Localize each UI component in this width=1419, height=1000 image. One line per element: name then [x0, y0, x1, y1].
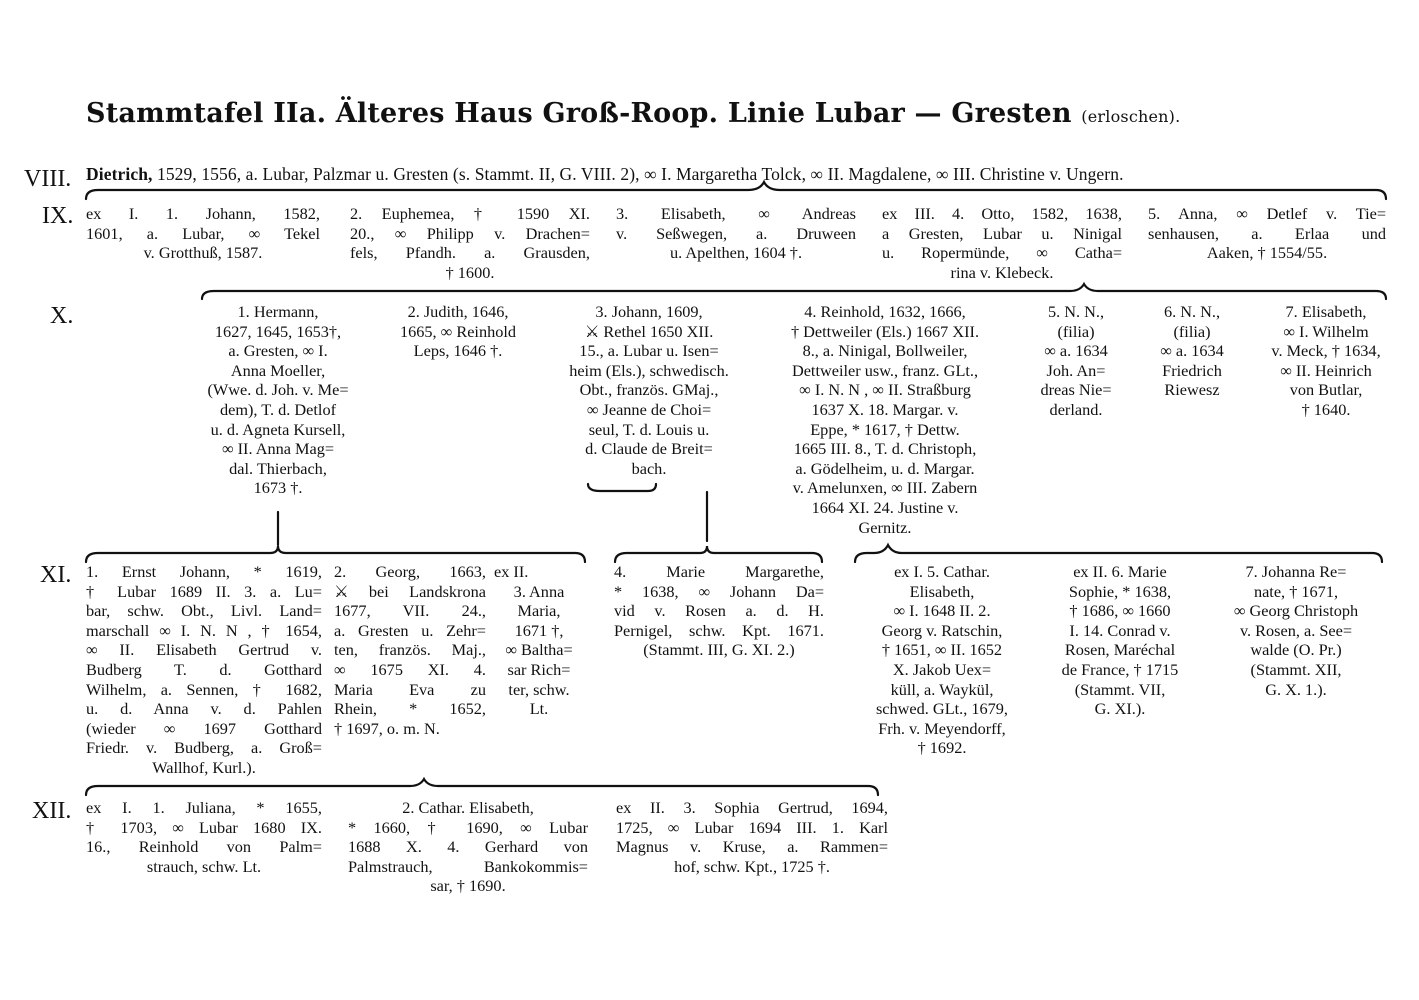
- entry-line: v. Meck, † 1634,: [1271, 341, 1381, 361]
- entry-line: (Stammt. III, G. XI. 2.): [643, 640, 795, 660]
- entry-line: marschall ∞ I. N. N , † 1654,: [86, 620, 322, 640]
- entry-line: v. Amelunxen, ∞ III. Zabern: [792, 478, 978, 498]
- entry-line: 1671 †,: [514, 620, 564, 640]
- entry-line: Maria,: [517, 601, 561, 621]
- entry-line: Elisabeth,: [909, 581, 975, 601]
- entry-line: (filia): [1173, 321, 1211, 341]
- gen-xii-entry-3-sophia-gertrud: [616, 798, 888, 876]
- entry-line: von Butlar,: [1289, 380, 1363, 400]
- entry-line: 1637 X. 18. Margar. v.: [811, 399, 959, 419]
- entry-line: Wilhelm, a. Sennen, † 1682,: [86, 679, 322, 699]
- entry-line: ter, schw.: [508, 679, 570, 699]
- entry-line: 7. Elisabeth,: [1285, 302, 1367, 321]
- entry-line: sar, † 1690.: [430, 876, 506, 896]
- generation-viii-entry: [86, 164, 1396, 185]
- entry-line: † 1697, o. m. N.: [334, 718, 440, 738]
- entry-line: v. Grotthuß, 1587.: [143, 243, 263, 263]
- entry-line: u. Apelthen, 1604 †.: [669, 243, 803, 263]
- entry-line: Pernigel, schw. Kpt. 1671.: [614, 620, 824, 640]
- generation-label-ix: IX.: [42, 203, 74, 229]
- entry-line: Rhein, * 1652,: [334, 699, 486, 719]
- entry-line: heim (Els.), schwedisch.: [569, 360, 729, 380]
- entry-line: I. 14. Conrad v.: [1069, 620, 1171, 640]
- title-note: (erloschen).: [1081, 107, 1181, 126]
- entry-line: ⚔ bei Landskrona: [334, 581, 486, 601]
- entry-line: 1601, a. Lubar, ∞ Tekel: [86, 223, 320, 243]
- entry-line: Eppe, * 1617, † Dettw.: [810, 419, 960, 439]
- entry-line: 2. Georg, 1663,: [334, 562, 486, 581]
- gen-xi-entry-6-marie-sophie: [1040, 562, 1200, 719]
- entry-line: 1. Hermann,: [237, 302, 319, 321]
- gen-x-entry-5-filia: [1024, 302, 1128, 420]
- entry-line: ten, französ. Maj.,: [334, 640, 486, 660]
- entry-line: senhausen, a. Erlaa und: [1148, 223, 1386, 243]
- gen-ix-entry-1-johann: [86, 204, 320, 263]
- entry-line: 3. Johann, 1609,: [595, 302, 703, 321]
- entry-line: a. Gresten, ∞ I.: [228, 341, 328, 361]
- entry-line: bar, schw. Obt., Livl. Land=: [86, 601, 322, 621]
- entry-line: G. XI.).: [1094, 699, 1146, 719]
- entry-line: 1665, ∞ Reinhold: [399, 321, 517, 341]
- entry-line: küll, a. Waykül,: [890, 679, 994, 699]
- entry-line: nate, † 1671,: [1253, 581, 1339, 601]
- entry-line: d. Claude de Breit=: [585, 439, 713, 459]
- gen-xi-entry-3-anna-maria: [494, 562, 584, 719]
- entry-line: u. d. Agneta Kursell,: [210, 419, 346, 439]
- gen-x-entry-6-filia: [1140, 302, 1244, 400]
- entry-line: 1627, 1645, 1653†,: [214, 321, 342, 341]
- entry-line: dreas Nie=: [1040, 380, 1112, 400]
- entry-line: ⚔ Rethel 1650 XII.: [584, 321, 714, 341]
- entry-line: ∞ I. N. N , ∞ II. Straßburg: [799, 380, 971, 400]
- entry-line: Dettweiler usw., franz. GLt.,: [791, 360, 979, 380]
- gen-ix-entry-4-otto: [882, 204, 1122, 282]
- entry-line: Georg v. Ratschin,: [881, 620, 1003, 640]
- entry-line: ∞ I. 1648 II. 2.: [893, 601, 991, 621]
- entry-line: ∞ II. Heinrich: [1280, 360, 1372, 380]
- gen-xi-entry-7-johanna-renate: [1214, 562, 1378, 699]
- generation-label-x: X.: [50, 303, 74, 329]
- entry-line: ex III. 4. Otto, 1582, 1638,: [882, 204, 1122, 223]
- gen-ix-entry-5-anna: [1148, 204, 1386, 263]
- entry-line: 1673 †.: [253, 478, 303, 498]
- generation-label-viii: VIII.: [24, 166, 72, 192]
- entry-line: rina v. Klebeck.: [950, 262, 1054, 282]
- entry-line: Obt., französ. GMaj.,: [579, 380, 719, 400]
- person-details: 1529, 1556, a. Lubar, Palzmar u. Gresten (s. Stammt. II, G. VIII. 2), ∞ I. Margaretha Tolck, ∞ II. Magdalene, ∞ III. Christine v. Ungern.: [152, 164, 1124, 184]
- generation-label-xii: XII.: [32, 798, 72, 824]
- entry-line: 7. Johanna Re=: [1245, 562, 1347, 581]
- entry-line: ∞ II. Anna Mag=: [221, 439, 335, 459]
- gen-ix-entry-3-elisabeth: [616, 204, 856, 263]
- entry-line: ex I. 5. Cathar.: [894, 562, 990, 581]
- entry-line: † 1640.: [1301, 399, 1351, 419]
- entry-line: fels, Pfandh. a. Grausden,: [350, 243, 590, 263]
- entry-line: † 1692.: [917, 738, 967, 758]
- entry-line: bach.: [631, 458, 667, 478]
- entry-line: 4. Reinhold, 1632, 1666,: [804, 302, 966, 321]
- entry-line: v. Seßwegen, a. Druween: [616, 223, 856, 243]
- entry-line: Leps, 1646 †.: [413, 341, 503, 361]
- entry-line: 5. Anna, ∞ Detlef v. Tie=: [1148, 204, 1386, 223]
- entry-line: ∞ Georg Christoph: [1233, 601, 1359, 621]
- entry-line: Friedr. v. Budberg, a. Groß=: [86, 738, 322, 758]
- entry-line: * 1660, † 1690, ∞ Lubar: [348, 817, 588, 837]
- entry-line: Joh. An=: [1046, 360, 1106, 380]
- entry-line: de France, † 1715: [1061, 659, 1179, 679]
- gen-x-entry-4-reinhold: [762, 302, 1008, 537]
- entry-line: dal. Thierbach,: [229, 458, 327, 478]
- entry-line: Frh. v. Meyendorff,: [878, 718, 1006, 738]
- entry-line: ex II. 6. Marie: [1073, 562, 1167, 581]
- entry-line: ∞ a. 1634: [1160, 341, 1224, 361]
- entry-line: Maria Eva zu: [334, 679, 486, 699]
- entry-line: ex II.: [494, 562, 529, 581]
- entry-line: 1665 III. 8., T. d. Christoph,: [793, 439, 977, 459]
- entry-line: 15., a. Lubar u. Isen=: [579, 341, 719, 361]
- title-main: Stammtafel IIa. Älteres Haus Groß-Roop. Linie Lubar — Gresten: [86, 98, 1072, 129]
- entry-line: 16., Reinhold von Palm=: [86, 837, 322, 857]
- entry-line: u. d. Anna v. d. Pahlen: [86, 699, 322, 719]
- entry-line: Friedrich: [1162, 360, 1222, 380]
- entry-line: a. Gresten u. Zehr=: [334, 620, 486, 640]
- entry-line: (wieder ∞ 1697 Gotthard: [86, 718, 322, 738]
- entry-line: (Stammt. VII,: [1074, 679, 1166, 699]
- entry-line: * 1638, ∞ Johann Da=: [614, 581, 824, 601]
- entry-line: † 1686, ∞ 1660: [1069, 601, 1171, 621]
- entry-line: a. Gödelheim, u. d. Margar.: [795, 458, 975, 478]
- entry-line: † 1703, ∞ Lubar 1680 IX.: [86, 817, 322, 837]
- entry-line: ∞ a. 1634: [1044, 341, 1108, 361]
- entry-line: 1725, ∞ Lubar 1694 III. 1. Karl: [616, 817, 888, 837]
- entry-line: hof, schw. Kpt., 1725 †.: [674, 856, 830, 876]
- entry-line: Rosen, Maréchal: [1064, 640, 1176, 660]
- gen-xii-entry-2-cathar-elisabeth: [348, 798, 588, 896]
- entry-line: (filia): [1057, 321, 1095, 341]
- person-name: Dietrich,: [86, 164, 153, 184]
- entry-line: v. Rosen, a. See=: [1239, 620, 1353, 640]
- entry-line: 1677, VII. 24.,: [334, 601, 486, 621]
- entry-line: 5. N. N.,: [1047, 302, 1105, 321]
- entry-line: sar Rich=: [507, 659, 571, 679]
- entry-line: ∞ Baltha=: [505, 640, 573, 660]
- generation-label-xi: XI.: [40, 562, 72, 588]
- entry-line: ex II. 3. Sophia Gertrud, 1694,: [616, 798, 888, 817]
- entry-line: Anna Moeller,: [230, 360, 326, 380]
- entry-line: Magnus v. Kruse, a. Rammen=: [616, 837, 888, 857]
- entry-line: seul, T. d. Louis u.: [588, 419, 710, 439]
- entry-line: 20., ∞ Philipp v. Drachen=: [350, 223, 590, 243]
- entry-line: 2. Euphemea, † 1590 XI.: [350, 204, 590, 223]
- entry-line: 2. Cathar. Elisabeth,: [402, 798, 534, 817]
- entry-line: 3. Elisabeth, ∞ Andreas: [616, 204, 856, 223]
- gen-x-entry-7-elisabeth: [1262, 302, 1390, 420]
- entry-line: † Lubar 1689 II. 3. a. Lu=: [86, 581, 322, 601]
- entry-line: † Dettweiler (Els.) 1667 XII.: [790, 321, 980, 341]
- entry-line: Riewesz: [1164, 380, 1220, 400]
- entry-line: a Gresten, Lubar u. Ninigal: [882, 223, 1122, 243]
- gen-xi-entry-1-ernst-johann: [86, 562, 322, 778]
- entry-line: ∞ 1675 XI. 4.: [334, 659, 486, 679]
- entry-line: walde (O. Pr.): [1250, 640, 1342, 660]
- entry-line: 1664 XI. 24. Justine v.: [811, 497, 959, 517]
- entry-line: ∞ II. Elisabeth Gertrud v.: [86, 640, 322, 660]
- entry-line: dem), T. d. Detlof: [219, 399, 337, 419]
- gen-xi-entry-2-georg: [334, 562, 486, 738]
- entry-line: Wallhof, Kurl.).: [152, 757, 256, 777]
- entry-line: 1688 X. 4. Gerhard von: [348, 837, 588, 857]
- entry-line: ∞ I. Wilhelm: [1283, 321, 1369, 341]
- entry-line: 2. Judith, 1646,: [407, 302, 509, 321]
- entry-line: Lt.: [529, 699, 549, 719]
- entry-line: ex I. 1. Johann, 1582,: [86, 204, 320, 223]
- entry-line: † 1651, ∞ II. 1652: [881, 640, 1003, 660]
- entry-line: ex I. 1. Juliana, * 1655,: [86, 798, 322, 817]
- entry-line: 3. Anna: [513, 581, 565, 601]
- entry-line: 4. Marie Margarethe,: [614, 562, 824, 581]
- entry-line: Palmstrauch, Bankokommis=: [348, 856, 588, 876]
- gen-ix-entry-2-euphemea: [350, 204, 590, 282]
- entry-line: Aaken, † 1554/55.: [1206, 243, 1328, 263]
- gen-x-entry-2-judith: [378, 302, 538, 361]
- entry-line: u. Ropermünde, ∞ Catha=: [882, 243, 1122, 263]
- entry-line: vid v. Rosen a. d. H.: [614, 601, 824, 621]
- entry-line: strauch, schw. Lt.: [146, 856, 262, 876]
- page-title: [86, 98, 1346, 129]
- gen-x-entry-1-hermann: [198, 302, 358, 498]
- entry-line: Budberg T. d. Gotthard: [86, 659, 322, 679]
- gen-xi-entry-5-cathar-elisabeth: [864, 562, 1020, 758]
- entry-line: 1. Ernst Johann, * 1619,: [86, 562, 322, 581]
- entry-line: 6. N. N.,: [1163, 302, 1221, 321]
- entry-line: (Wwe. d. Joh. v. Me=: [207, 380, 349, 400]
- entry-line: † 1600.: [445, 262, 495, 282]
- entry-line: schwed. GLt., 1679,: [875, 699, 1009, 719]
- entry-line: 8., a. Ninigal, Bollweiler,: [802, 341, 968, 361]
- entry-line: derland.: [1049, 399, 1103, 419]
- gen-x-entry-3-johann: [556, 302, 742, 478]
- entry-line: Sophie, * 1638,: [1068, 581, 1172, 601]
- gen-xi-entry-4-marie-margarethe: [614, 562, 824, 660]
- entry-line: (Stammt. XII,: [1250, 659, 1342, 679]
- entry-line: X. Jakob Uex=: [892, 659, 992, 679]
- entry-line: Gernitz.: [858, 517, 912, 537]
- gen-xii-entry-1-juliana: [86, 798, 322, 876]
- entry-line: ∞ Jeanne de Choi=: [586, 399, 712, 419]
- entry-line: G. X. 1.).: [1265, 679, 1327, 699]
